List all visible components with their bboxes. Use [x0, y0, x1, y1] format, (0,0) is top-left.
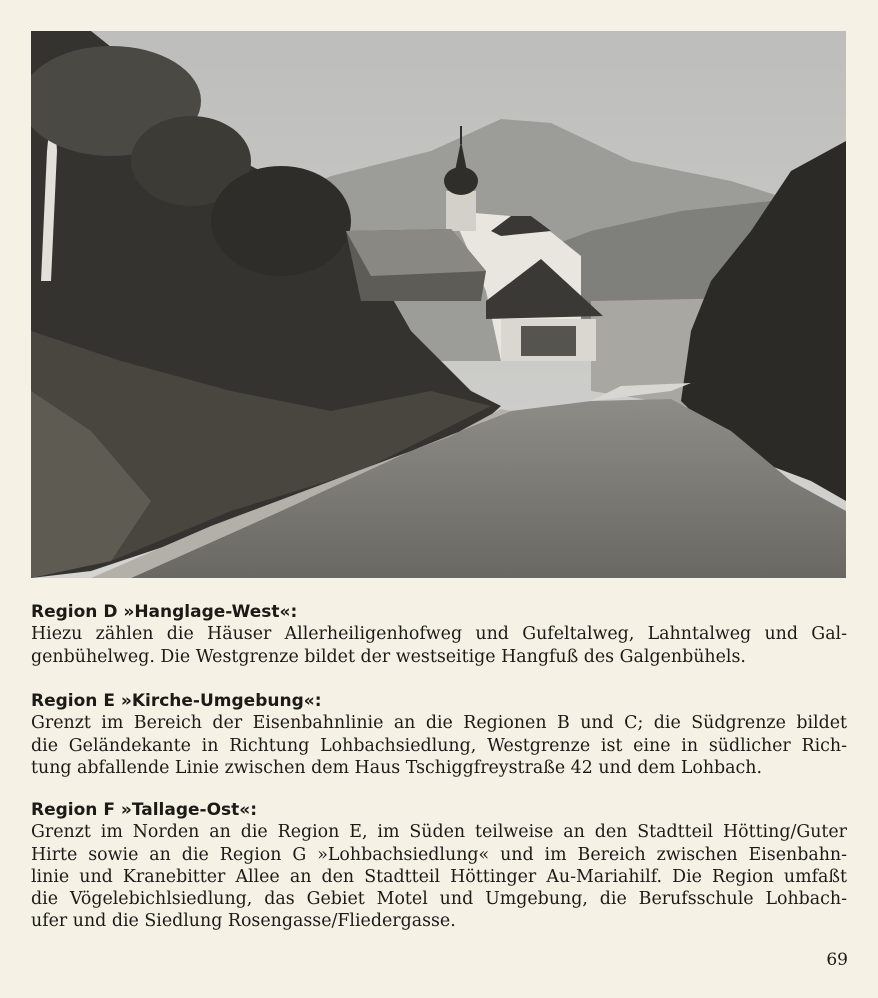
- page-number: 69: [826, 950, 848, 970]
- region-e-line: Grenzt im Bereich der Eisenbahnlinie an die Regionen B und C; die Südgrenze bildet: [31, 713, 847, 734]
- region-e-line: die Geländekante in Richtung Lohbachsiedlung, Westgrenze ist eine in südlicher Rich-: [31, 735, 847, 756]
- region-f-heading: Region F »Tallage-Ost«:: [31, 800, 258, 820]
- region-d-section: [31, 601, 847, 668]
- region-d-line: genbühelweg. Die Westgrenze bildet der westseitige Hangfuß des Galgenbühels.: [31, 646, 746, 667]
- region-d-line: Hiezu zählen die Häuser Allerheiligenhofweg und Gufeltalweg, Lahntalweg und Gal-: [31, 624, 847, 645]
- region-f-line: Hirte sowie an die Region G »Lohbachsiedlung« und im Bereich zwischen Eisenbahn-: [31, 844, 847, 865]
- region-f-line: Grenzt im Norden an die Region E, im Süden teilweise an den Stadtteil Hötting/Guter: [31, 822, 847, 843]
- region-e-section: [31, 690, 847, 779]
- region-f-section: [31, 799, 847, 933]
- church-photo: [31, 31, 846, 578]
- region-e-heading: Region E »Kirche-Umgebung«:: [31, 691, 322, 711]
- region-d-heading: Region D »Hanglage-West«:: [31, 602, 298, 622]
- region-f-line: die Vögelebichlsiedlung, das Gebiet Motel und Umgebung, die Berufsschule Lohbach-: [31, 889, 847, 910]
- region-f-line: ufer und die Siedlung Rosengasse/Fliedergasse.: [31, 911, 456, 932]
- region-e-line: tung abfallende Linie zwischen dem Haus Tschiggfreystraße 42 und dem Lohbach.: [31, 757, 763, 778]
- region-f-line: linie und Kranebitter Allee an den Stadtteil Höttinger Au-Mariahilf. Die Region umfaßt: [31, 866, 847, 887]
